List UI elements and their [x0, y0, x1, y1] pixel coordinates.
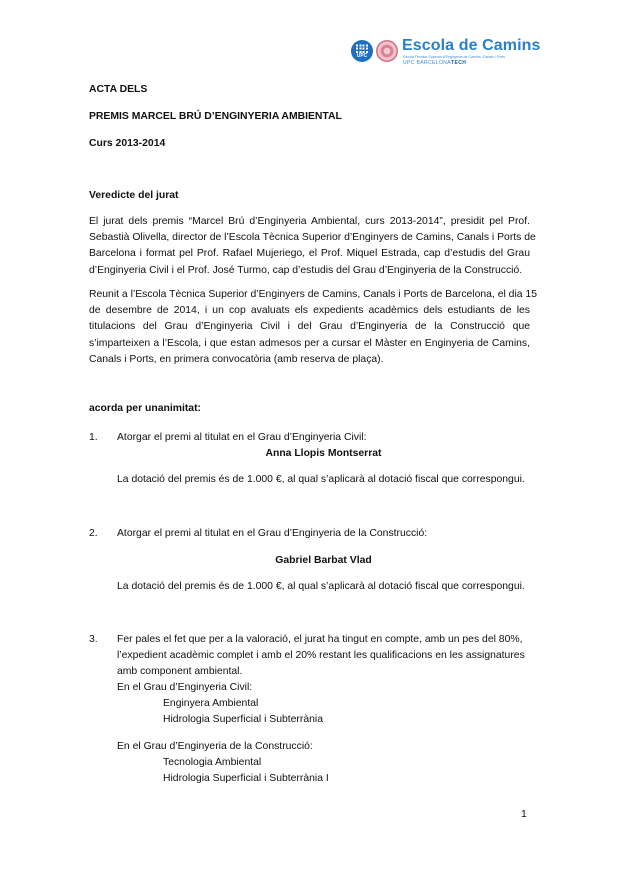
endowment-text: La dotació del premis és de 1.000 €, al qual s’aplicarà al dotació fiscal que correspongui.	[117, 581, 525, 592]
school-seal-icon	[376, 40, 398, 62]
winner-name: Anna Llopis Montserrat	[265, 448, 382, 459]
academic-year: Curs 2013-2014	[89, 138, 166, 149]
school-logo	[351, 37, 541, 67]
verdict-heading: Veredicte del jurat	[89, 190, 179, 201]
item-text-line: l’expedient acadèmic complet i amb el 20% restant les qualificacions en les assignatures	[117, 650, 525, 661]
subject-item: Enginyera Ambiental	[163, 698, 259, 709]
item-text-line: Fer pales el fet que per a la valoració, el jurat ha tingut en compte, amb un pes del 80%,	[117, 634, 523, 645]
jury-paragraph	[89, 214, 536, 279]
item-number: 1.	[89, 432, 98, 443]
paragraph-line: El jurat dels premis “Marcel Brú d’Enginyeria Ambiental, curs 2013-2014”, presidit pel Prof.	[89, 216, 530, 227]
paragraph-line: s’imparteixen a l’Escola, i que estan admesos per a cursar el Màster en Enginyeria de Camins,	[89, 337, 530, 349]
endowment-text: La dotació del premis és de 1.000 €, al qual s’aplicarà al dotació fiscal que correspongui.	[117, 474, 525, 485]
school-name: Escola de Camins	[402, 37, 541, 54]
item-text: Atorgar el premi al titulat en el Grau d’Enginyeria Civil:	[117, 432, 367, 443]
school-subtitle: Escola Tècnica Superior d'Enginyeria de Camins, Canals i Ports	[403, 55, 506, 59]
paragraph-line: d’Enginyeria Civil i el Prof. José Turmo, cap d’estudis del Grau d’Enginyeria de la Construcció.	[89, 264, 523, 276]
meeting-paragraph	[89, 287, 537, 368]
upc-logo-label: UPC	[356, 53, 368, 59]
item-number: 3.	[89, 634, 98, 645]
paragraph-line: Barcelona i format pel Prof. Rafael Mujeriego, el Prof. Miquel Estrada, cap d’estudis del Grau	[89, 248, 530, 260]
paragraph-line: Sebastià Olivella, director de l’Escola Tècnica Superior d’Enginyers de Camins, Canals i Ports de	[89, 232, 536, 244]
upc-logo-icon	[351, 40, 373, 62]
subject-item: Hidrologia Superficial i Subterrània	[163, 714, 323, 725]
subject-item: Hidrologia Superficial i Subterrània I	[163, 773, 329, 784]
subject-item: Tecnologia Ambiental	[163, 757, 262, 768]
subject-group-label: En el Grau d’Enginyeria de la Construcció:	[117, 741, 313, 752]
paragraph-line: titulacions del Grau d’Enginyeria Civil i del Grau d’Enginyeria de la Construcció que	[89, 321, 530, 333]
paragraph-line: de desembre de 2014, i un cop avaluats els expedients acadèmics dels estudiants de les	[89, 305, 530, 317]
document-title-line1: ACTA DELS	[89, 84, 148, 95]
item-text: Atorgar el premi al titulat en el Grau d’Enginyeria de la Construcció:	[117, 528, 428, 539]
upc-grid-icon	[356, 43, 368, 53]
document-title-line2: PREMIS MARCEL BRÚ D’ENGINYERIA AMBIENTAL	[89, 111, 342, 122]
tagline-prefix: UPC BARCELONA	[403, 60, 451, 66]
tagline-suffix: TECH	[451, 60, 467, 66]
item-text-line: amb component ambiental.	[117, 666, 243, 677]
winner-name: Gabriel Barbat Vlad	[275, 555, 372, 566]
paragraph-line: Canals i Ports, en primera convocatòria (amb reserva de plaça).	[89, 353, 384, 365]
page-number: 1	[521, 808, 527, 820]
subject-group-label: En el Grau d’Enginyeria Civil:	[117, 682, 253, 693]
paragraph-line: Reunit a l’Escola Tècnica Superior d’Enginyers de Camins, Canals i Ports de Barcelona, el dia 15	[89, 289, 537, 300]
resolution-heading: acorda per unanimitat:	[89, 403, 202, 414]
item-number: 2.	[89, 528, 98, 539]
school-tagline	[403, 60, 466, 66]
